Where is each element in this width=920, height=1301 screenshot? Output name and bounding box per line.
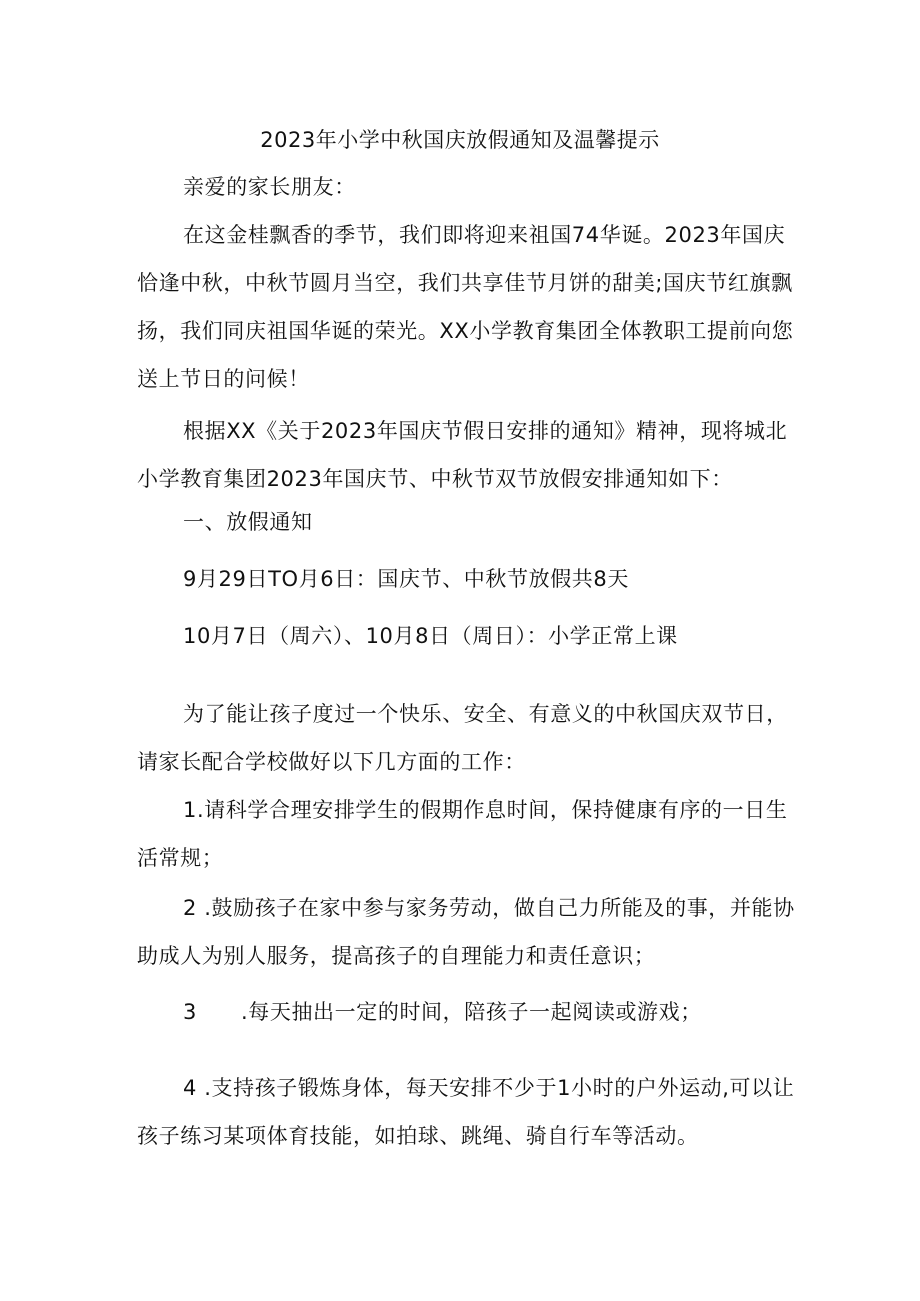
holiday-line: 9月29日TO月6日：国庆节、中秋节放假共8天	[183, 567, 629, 591]
list-item-3	[137, 997, 797, 1027]
paragraph-basis: 根据XX《关于2023年国庆节假日安排的通知》精神，现将城北小学教育集团2023年国庆节、中秋节双节放假安排通知如下：	[137, 419, 788, 491]
paragraph-request: 为了能让孩子度过一个快乐、安全、有意义的中秋国庆双节日，请家长配合学校做好以下几方面的工作：	[137, 702, 788, 774]
school-line: 10月7日（周六）、10月8日（周日）：小学正常上课	[183, 624, 678, 648]
list-item-2: 2 .鼓励孩子在家中参与家务劳动，做自己力所能及的事，并能协助成人为别人服务，提高孩子的自理能力和责任意识；	[137, 896, 795, 968]
document-title: 2023年小学中秋国庆放假通知及温馨提示	[260, 128, 660, 152]
paragraph-intro: 在这金桂飘香的季节，我们即将迎来祖国74华诞。2023年国庆恰逢中秋，中秋节圆月当空，我们共享佳节月饼的甜美;国庆节红旗飘扬，我们同庆祖国华诞的荣光。XX小学教育集团全体教职工提前向您送上节日的问候！	[137, 223, 794, 391]
section-heading: 一、放假通知	[183, 510, 313, 534]
list-item-4: 4 .支持孩子锻炼身体，每天安排不少于1小时的户外运动,可以让孩子练习某项体育技能，如拍球、跳绳、骑自行车等活动。	[137, 1076, 795, 1148]
list-item-3-number: 3	[183, 1000, 197, 1024]
list-item-3-text: .每天抽出一定的时间，陪孩子一起阅读或游戏；	[240, 1000, 702, 1024]
list-item-1: 1.请科学合理安排学生的假期作息时间，保持健康有序的一日生活常规；	[137, 798, 788, 870]
greeting: 亲爱的家长朋友：	[183, 175, 356, 199]
